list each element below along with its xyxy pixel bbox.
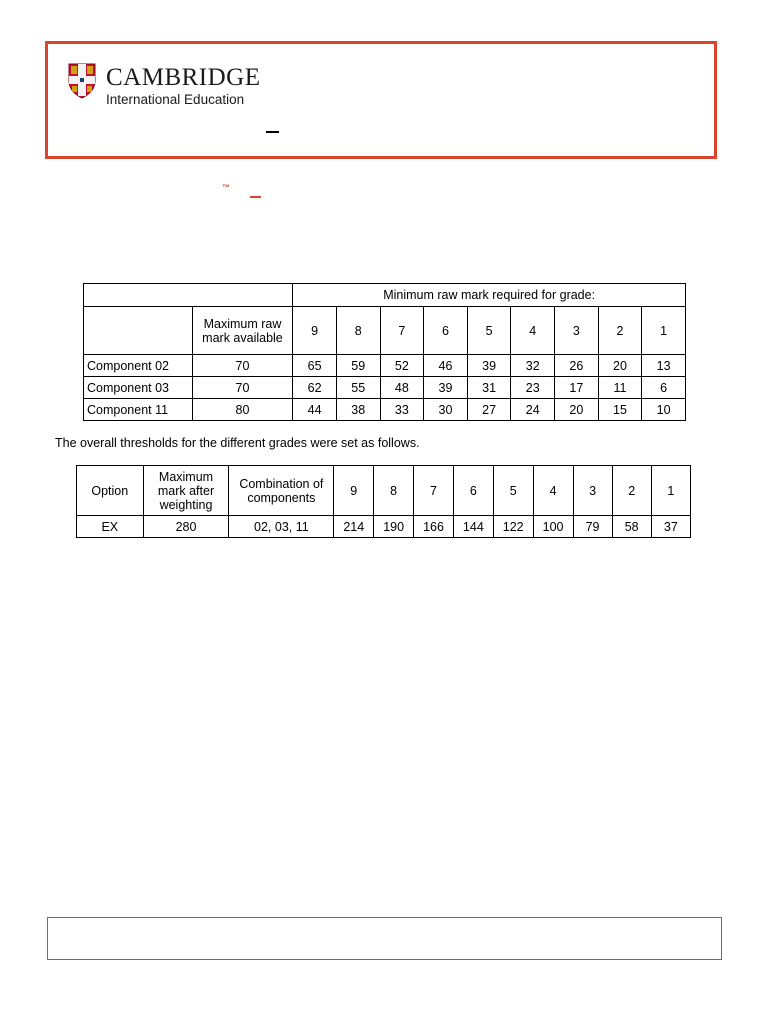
table-cell: 59: [336, 355, 380, 377]
header-dash: [266, 131, 279, 133]
table-cell: 48: [380, 377, 424, 399]
grade-header: 7: [414, 466, 454, 516]
table-header-row: [77, 466, 691, 516]
table-cell: 27: [467, 399, 511, 421]
empty-label-cell: [84, 307, 193, 355]
table-cell: 44: [293, 399, 337, 421]
max-mark-cell: 80: [192, 399, 293, 421]
overall-thresholds-sentence: The overall thresholds for the different grades were set as follows.: [55, 436, 420, 450]
table-cell: 39: [467, 355, 511, 377]
red-dash: [250, 196, 261, 198]
brand-subtitle: International Education: [106, 92, 245, 107]
table-cell: 166: [414, 516, 454, 538]
table-cell: 33: [380, 399, 424, 421]
table-cell: 32: [511, 355, 555, 377]
grade-header: 2: [598, 307, 642, 355]
table-row: [84, 377, 686, 399]
component-label: Component 03: [84, 377, 193, 399]
table-cell: 11: [598, 377, 642, 399]
min-raw-mark-header: Minimum raw mark required for grade:: [293, 284, 686, 307]
column-header: Combination of components: [229, 466, 334, 516]
max-raw-mark-header: Maximum raw mark available: [192, 307, 293, 355]
header-box: [45, 41, 717, 159]
table-cell: 10: [642, 399, 686, 421]
table-cell: EX: [77, 516, 144, 538]
table-cell: 30: [424, 399, 468, 421]
column-header: Option: [77, 466, 144, 516]
table-cell: 55: [336, 377, 380, 399]
table-cell: 20: [598, 355, 642, 377]
grade-header: 4: [533, 466, 573, 516]
grade-header: 6: [424, 307, 468, 355]
table-cell: 02, 03, 11: [229, 516, 334, 538]
empty-header-cell: [84, 284, 293, 307]
table-cell: 17: [555, 377, 599, 399]
cambridge-shield-logo-icon: [68, 63, 96, 99]
grade-header: 5: [493, 466, 533, 516]
grade-header: 3: [573, 466, 612, 516]
table-cell: 20: [555, 399, 599, 421]
grade-header-row: [84, 307, 686, 355]
grade-header: 3: [555, 307, 599, 355]
table-cell: 6: [642, 377, 686, 399]
table-row: [84, 399, 686, 421]
grade-header: 7: [380, 307, 424, 355]
grade-header: 1: [651, 466, 690, 516]
component-label: Component 11: [84, 399, 193, 421]
table-cell: 31: [467, 377, 511, 399]
table-cell: 62: [293, 377, 337, 399]
table-cell: 13: [642, 355, 686, 377]
footer-box: [47, 917, 722, 960]
table-cell: 122: [493, 516, 533, 538]
grade-header: 8: [374, 466, 414, 516]
table-cell: 144: [453, 516, 493, 538]
table-cell: 58: [612, 516, 651, 538]
grade-header: 5: [467, 307, 511, 355]
table-cell: 280: [143, 516, 229, 538]
table-cell: 26: [555, 355, 599, 377]
component-label: Component 02: [84, 355, 193, 377]
table-cell: 46: [424, 355, 468, 377]
table-row: [77, 516, 691, 538]
table-cell: 79: [573, 516, 612, 538]
cambridge-logo: [68, 63, 268, 111]
grade-header: 1: [642, 307, 686, 355]
table-cell: 37: [651, 516, 690, 538]
table-cell: 100: [533, 516, 573, 538]
table-cell: 65: [293, 355, 337, 377]
grade-header: 6: [453, 466, 493, 516]
table-cell: 23: [511, 377, 555, 399]
table-cell: 38: [336, 399, 380, 421]
column-header: Maximum mark after weighting: [143, 466, 229, 516]
component-thresholds-table: [83, 283, 686, 421]
max-mark-cell: 70: [192, 377, 293, 399]
brand-name: CAMBRIDGE: [106, 64, 261, 91]
grade-header: 4: [511, 307, 555, 355]
table-row: [84, 355, 686, 377]
trademark-symbol: ™: [222, 183, 230, 192]
table-cell: 24: [511, 399, 555, 421]
table-cell: 214: [334, 516, 374, 538]
table-cell: 39: [424, 377, 468, 399]
max-mark-cell: 70: [192, 355, 293, 377]
grade-header: 9: [293, 307, 337, 355]
table-cell: 52: [380, 355, 424, 377]
table-row: [84, 284, 686, 307]
grade-header: 2: [612, 466, 651, 516]
table-cell: 15: [598, 399, 642, 421]
grade-header: 8: [336, 307, 380, 355]
grade-header: 9: [334, 466, 374, 516]
table-cell: 190: [374, 516, 414, 538]
overall-thresholds-table: [76, 465, 691, 538]
